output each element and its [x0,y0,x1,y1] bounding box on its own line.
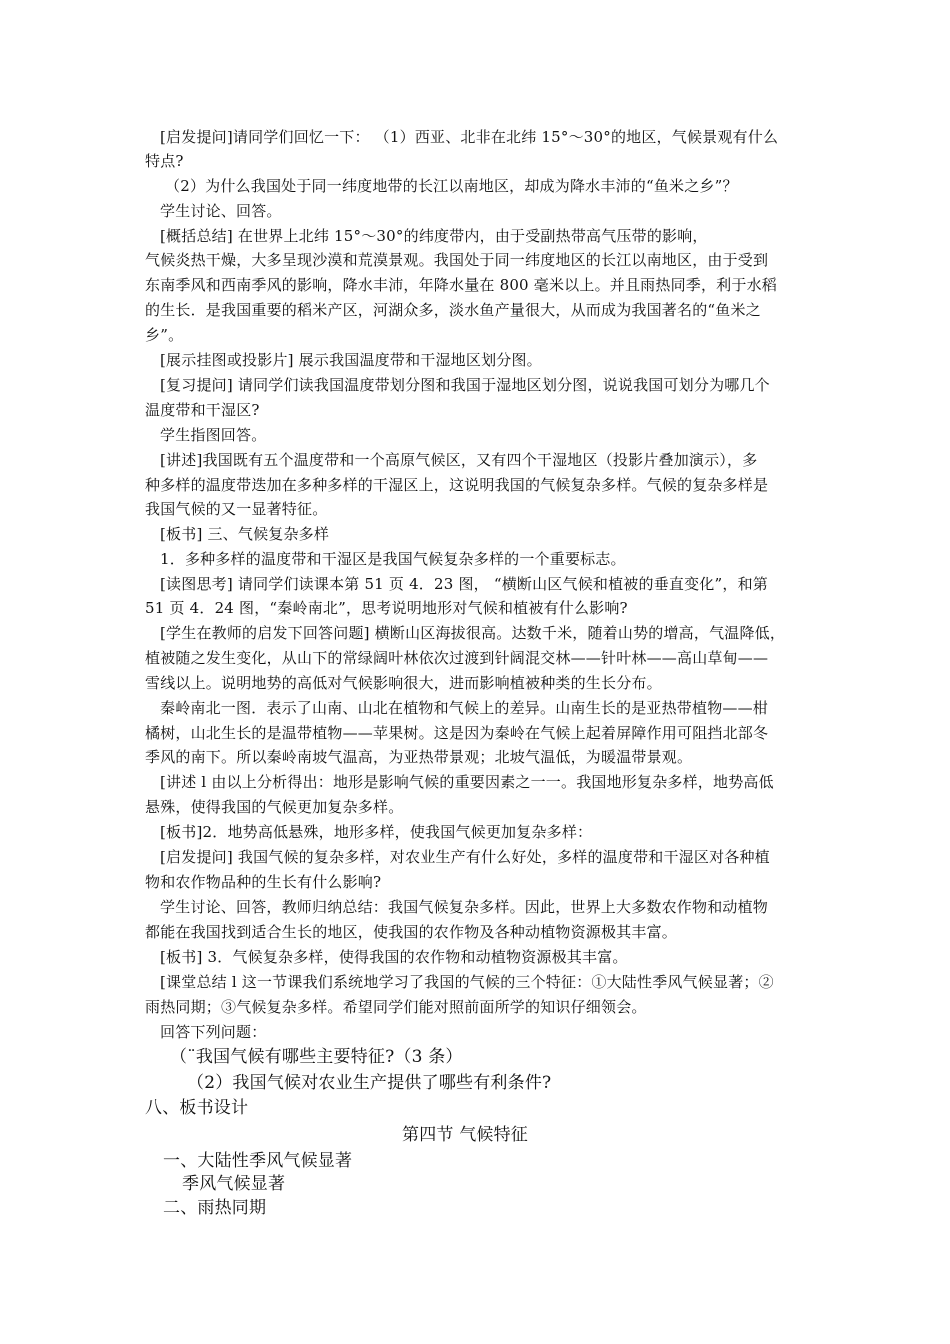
text-line: [复习提问] 请同学们读我国温度带划分图和我国于湿地区划分图，说说我国可划分为哪几个 [160,376,770,394]
text-line: [讲述]我国既有五个温度带和一个高原气候区，又有四个干湿地区（投影片叠加演示），多 [160,451,758,469]
text-line: 回答下列问题： [160,1023,267,1041]
text-line: [板书] 3．气候复杂多样，使得我国的农作物和动植物资源极其丰富。 [160,948,628,966]
text-line: 温度带和干湿区? [145,401,260,419]
board-subitem: 季风气候显著 [182,1174,286,1194]
text-line: 气候炎热干燥，大多呈现沙漠和荒漠景观。我国处于同一纬度地区的长江以南地区，由于受到 [145,251,769,269]
board-item: 二、雨热同期 [163,1198,267,1218]
text-line: [板书]2．地势高低悬殊，地形多样，使我国气候更加复杂多样： [160,823,593,841]
text-line: 悬殊，使得我国的气候更加复杂多样。 [145,798,404,816]
text-line: [启发提问]请同学们回忆一下： （1）西亚、北非在北纬 15°～30°的地区，气候景观有什么 [160,128,779,146]
text-line: 1．多种多样的温度带和干湿区是我国气候复杂多样的一个重要标志。 [160,550,626,568]
text-line: 的生长．是我国重要的稻米产区，河湖众多，淡水鱼产量很大，从而成为我国著名的“鱼米之 [145,301,761,319]
section-heading: 八、板书设计 [145,1098,249,1118]
text-line: 51 页 4．24 图，“秦岭南北”，思考说明地形对气候和植被有什么影响? [145,599,628,617]
text-line: 我国气候的又一显著特征。 [145,500,328,518]
text-line: 学生讨论、回答，教师归纳总结：我国气候复杂多样。因此，世界上大多数农作物和动植物 [160,898,769,916]
text-line: [启发提问] 我国气候的复杂多样，对农业生产有什么好处，多样的温度带和干湿区对各种植 [160,848,770,866]
text-line: [课堂总结 l 这一节课我们系统地学习了我国的气候的三个特征：①大陆性季风气候显著；② [160,973,774,991]
question-line: （2）我国气候对农业生产提供了哪些有利条件? [187,1073,552,1093]
text-line: 物和农作物品种的生长有什么影响? [145,873,382,891]
text-line: [概括总结] 在世界上北纬 15°～30°的纬度带内，由于受副热带高气压带的影响， [160,227,708,245]
text-line: 特点? [145,152,184,170]
text-line: [展示挂图或投影片] 展示我国温度带和干湿地区划分图。 [160,351,542,369]
text-line: [讲述 l 由以上分析得出：地形是影响气候的重要因素之一一。我国地形复杂多样，地势高低 [160,773,774,791]
text-line: [学生在教师的启发下回答问题] 横断山区海拔很高。达数千米，随着山势的增高，气温降低， [160,624,786,642]
text-line: 东南季风和西南季风的影响，降水丰沛，年降水量在 800 毫米以上。并且雨热同季，利于水稻 [145,276,777,294]
text-line: （2）为什么我国处于同一纬度地带的长江以南地区，却成为降水丰沛的“鱼米之乡”？ [165,177,738,195]
text-line: 雨热同期；③气候复杂多样。希望同学们能对照前面所学的知识仔细领会。 [145,998,647,1016]
text-line: 秦岭南北一图．表示了山南、山北在植物和气候上的差异。山南生长的是亚热带植物——柑 [160,699,769,717]
text-line: 乡”。 [145,326,184,344]
text-line: 橘树，山北生长的是温带植物——苹果树。这是因为秦岭在气候上起着屏障作用可阻挡北部冬 [145,724,769,742]
text-line: 学生指图回答。 [160,426,267,444]
text-line: 雪线以上。说明地势的高低对气候影响很大，进而影响植被种类的生长分布。 [145,674,662,692]
text-line: 学生讨论、回答。 [160,202,282,220]
board-item: 一、大陆性季风气候显著 [163,1151,353,1171]
text-line: 植被随之发生变化，从山下的常绿阔叶林依次过渡到针阔混交林——针叶林——高山草甸—— [145,649,769,667]
board-title: 第四节 气候特征 [402,1125,529,1145]
text-line: 季风的南下。所以秦岭南坡气温高，为亚热带景观；北坡气温低，为暖温带景观。 [145,748,693,766]
text-line: 种多样的温度带迭加在多种多样的干湿区上，这说明我国的气候复杂多样。气候的复杂多样是 [145,476,769,494]
text-line: [读图思考] 请同学们读课本第 51 页 4．23 图， “横断山区气候和植被的垂直变化”，和第 [160,575,768,593]
text-line: [板书] 三、气候复杂多样 [160,525,330,543]
text-line: 都能在我国找到适合生长的地区，使我国的农作物及各种动植物资源极其丰富。 [145,923,678,941]
question-line: （¨我国气候有哪些主要特征?（3 条） [170,1047,463,1067]
